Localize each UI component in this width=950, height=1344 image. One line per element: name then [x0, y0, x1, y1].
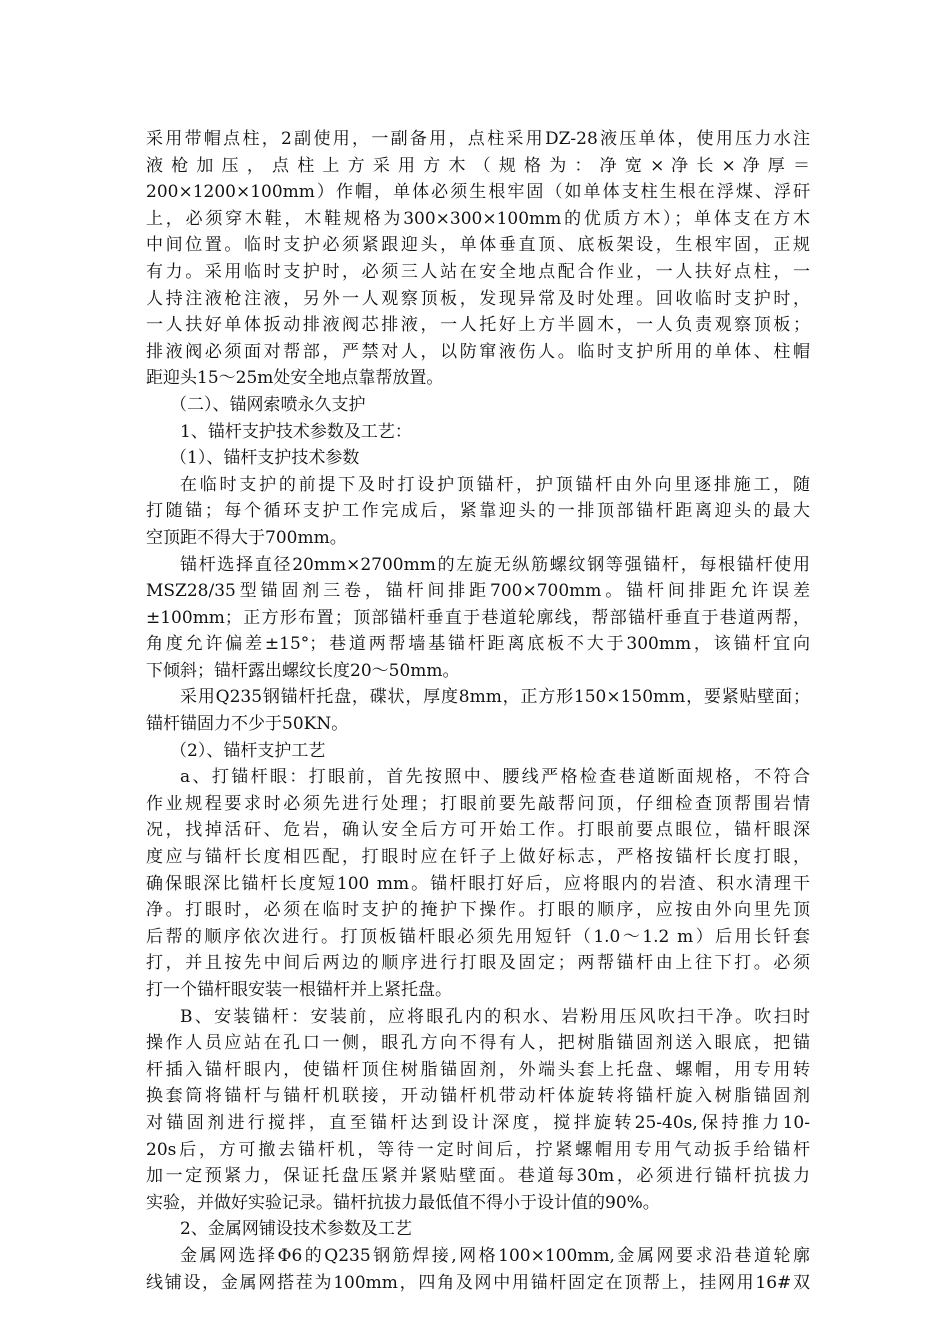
text-line: 确保眼深比锚杆长度短100 mm。锚杆眼打好后，应将眼内的岩渣、积水清理干	[146, 873, 810, 894]
text-line: 后帮的顺序依次进行。打顶板锚杆眼必须先用短钎（1.0～1.2 m）后用长钎套	[146, 926, 810, 947]
text-line: 净。打眼时，必须在临时支护的掩护下操作。打眼的顺序，应按由外向里先顶	[146, 900, 810, 921]
document-body	[146, 126, 810, 1296]
text-line: 金属网选择Φ6的Q235钢筋焊接,网格100×100mm,金属网要求沿巷道轮廓	[180, 1245, 810, 1266]
text-line: （1）、锚杆支护技术参数	[170, 448, 360, 469]
text-line: 空顶距不得大于700mm。	[146, 527, 347, 548]
text-line: 换套筒将锚杆与锚杆机联接，开动锚杆机带动杆体旋转将锚杆旋入树脂锚固剂	[146, 1086, 810, 1107]
text-line: 作业规程要求时必须先进行处理；打眼前要先敲帮问顶，仔细检查顶帮围岩情	[146, 793, 810, 814]
text-line: 一人扶好单体扳动排液阀芯排液，一人托好上方半圆木，一人负责观察顶板；	[146, 315, 810, 336]
text-line: 况，找掉活矸、危岩，确认安全后方可开始工作。打眼前要点眼位，锚杆眼深	[146, 820, 810, 841]
text-line: B、安装锚杆：安装前，应将眼孔内的积水、岩粉用压风吹扫干净。吹扫时	[180, 1006, 810, 1027]
text-line: （二）、锚网索喷永久支护	[170, 394, 366, 415]
text-line: 20s后，方可撤去锚杆机，等待一定时间后，拧紧螺帽用专用气动扳手给锚杆	[146, 1139, 810, 1160]
text-line: 实验，并做好实验记录。锚杆抗拔力最低值不得小于设计值的90%。	[146, 1192, 660, 1213]
text-line: 打，并且按先中间后两边的顺序进行打眼及固定；两帮锚杆由上往下打。必须	[146, 953, 810, 974]
text-line: （2）、锚杆支护工艺	[170, 740, 326, 761]
text-line: ±100mm；正方形布置；顶部锚杆垂直于巷道轮廓线，帮部锚杆垂直于巷道两帮，	[146, 607, 810, 628]
text-line: 度应与锚杆长度相匹配，打眼时应在钎子上做好标志，严格按锚杆长度打眼，	[146, 847, 810, 868]
text-line: 中间位置。临时支护必须紧跟迎头，单体垂直顶、底板架设，生根牢固，正规	[146, 235, 810, 256]
text-line: 在临时支护的前提下及时打设护顶锚杆，护顶锚杆由外向里逐排施工，随	[180, 474, 810, 495]
text-line: 线铺设，金属网搭茬为100mm，四角及网中用锚杆固定在顶帮上，挂网用16#双	[146, 1272, 810, 1293]
text-line: 打一个锚杆眼安装一根锚杆并上紧托盘。	[146, 980, 452, 1000]
text-line: MSZ28/35型锚固剂三卷，锚杆间排距700×700mm。锚杆间排距允许误差	[146, 581, 810, 602]
text-line: 液 枪 加 压 ， 点 柱 上 方 采 用 方 木 （ 规 格 为 ： 净 宽 × 净 长 × 净 厚 ＝	[146, 155, 810, 176]
text-line: 对锚固剂进行搅拌，直至锚杆达到设计深度，搅拌旋转25-40s,保持推力10-	[146, 1112, 810, 1133]
text-line: 加一定预紧力，保证托盘压紧并紧贴壁面。巷道每30m，必须进行锚杆抗拔力	[146, 1166, 810, 1187]
text-line: 下倾斜；锚杆露出螺纹长度20～50mm。	[146, 660, 460, 681]
text-line: 有力。采用临时支护时，必须三人站在安全地点配合作业，一人扶好点柱，一	[146, 261, 810, 282]
text-line: 操作人员应站在孔口一侧，眼孔方向不得有人，把树脂锚固剂送入眼底，把锚	[146, 1033, 810, 1054]
text-line: 采用Q235钢锚杆托盘，碟状，厚度8mm，正方形150×150mm，要紧贴壁面；	[180, 687, 810, 708]
text-line: 2、金属网铺设技术参数及工艺	[180, 1219, 412, 1240]
text-line: 200×1200×100mm）作帽，单体必须生根牢固（如单体支柱生根在浮煤、浮矸	[146, 182, 810, 203]
text-line: 杆插入锚杆眼内，使锚杆顶住树脂锚固剂，外端头套上托盘、螺帽，用专用转	[146, 1059, 810, 1080]
text-line: 排液阀必须面对帮部，严禁对人，以防窜液伤人。临时支护所用的单体、柱帽	[146, 341, 810, 362]
text-line: 人持注液枪注液，另外一人观察顶板，发现异常及时处理。回收临时支护时，	[146, 288, 810, 309]
text-line: 打随锚；每个循环支护工作完成后，紧靠迎头的一排顶部锚杆距离迎头的最大	[146, 501, 810, 522]
text-line: 上，必须穿木鞋，木鞋规格为300×300×100mm的优质方木）；单体支在方木	[146, 208, 810, 229]
text-line: a、打锚杆眼：打眼前，首先按照中、腰线严格检查巷道断面规格，不符合	[180, 767, 810, 788]
text-line: 距迎头15～25m处安全地点靠帮放置。	[146, 368, 444, 389]
text-line: 角度允许偏差±15°；巷道两帮墙基锚杆距离底板不大于300mm，该锚杆宜向	[146, 634, 810, 655]
text-line: 锚杆选择直径20mm×2700mm的左旋无纵筋螺纹钢等强锚杆，每根锚杆使用	[180, 554, 810, 575]
text-line: 锚杆锚固力不少于50KN。	[146, 714, 349, 735]
text-line: 1、锚杆支护技术参数及工艺：	[180, 421, 412, 442]
text-line: 采用带帽点柱，2副使用，一副备用，点柱采用DZ-28液压单体，使用压力水注	[146, 129, 810, 149]
